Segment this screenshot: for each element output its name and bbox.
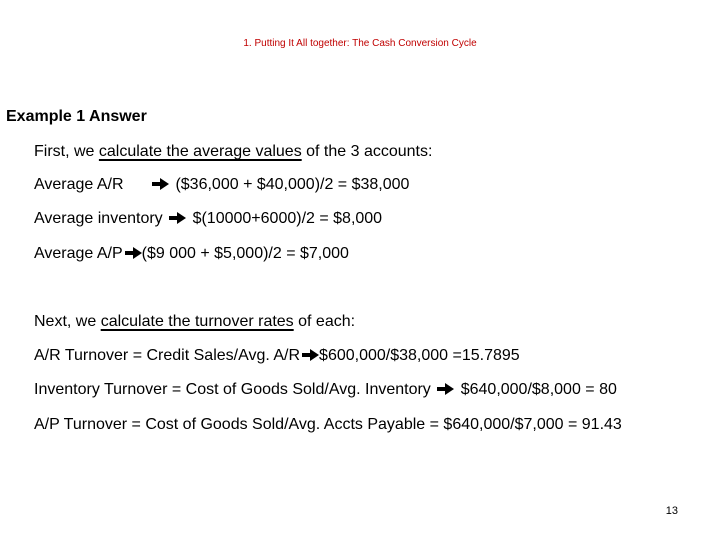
ap-turnover-line: A/P Turnover = Cost of Goods Sold/Avg. Accts Payable = $640,000/$7,000 = 91.43 [34,416,622,433]
arrow-right-icon [302,349,319,361]
arrow-right-icon [152,178,169,190]
slide-title: 1. Putting It All together: The Cash Conversion Cycle [243,38,477,49]
first-step-line [34,143,432,161]
next-step-text: Next, we [34,313,101,330]
inventory-turnover-result: $640,000/$8,000 = 80 [460,381,617,398]
average-ar-calc: ($36,000 + $40,000)/2 = $38,000 [175,176,410,193]
next-step-line [34,313,355,331]
first-step-text: First, we [34,143,99,160]
arrow-right-icon [125,247,142,259]
arrow-right-icon [437,383,454,395]
average-ap-label: Average A/P [34,245,123,262]
ar-turnover-result: $600,000/$38,000 =15.7895 [319,347,520,364]
first-step-underlined: calculate the average values [98,143,302,160]
ar-turnover-formula: A/R Turnover = Credit Sales/Avg. A/R [34,347,301,364]
average-inventory-line [34,210,382,228]
first-step-text-end: of the 3 accounts: [301,143,433,160]
ar-turnover-line [34,347,520,365]
subheading: Example 1 Answer [6,108,147,125]
average-ap-calc: ($9 000 + $5,000)/2 = $7,000 [141,245,349,262]
inventory-turnover-line [34,381,617,399]
next-step-text-end: of each: [293,313,356,330]
average-ap-line [34,245,349,263]
average-ar-label: Average A/R [34,176,124,193]
average-inventory-calc: $(10000+6000)/2 = $8,000 [192,210,383,227]
inventory-turnover-formula: Inventory Turnover = Cost of Goods Sold/Avg. Inventory [34,381,431,398]
average-ar-line [34,176,409,194]
average-inventory-label: Average inventory [34,210,163,227]
arrow-right-icon [169,212,186,224]
next-step-underlined: calculate the turnover rates [100,313,294,330]
page-number: 13 [665,505,678,517]
